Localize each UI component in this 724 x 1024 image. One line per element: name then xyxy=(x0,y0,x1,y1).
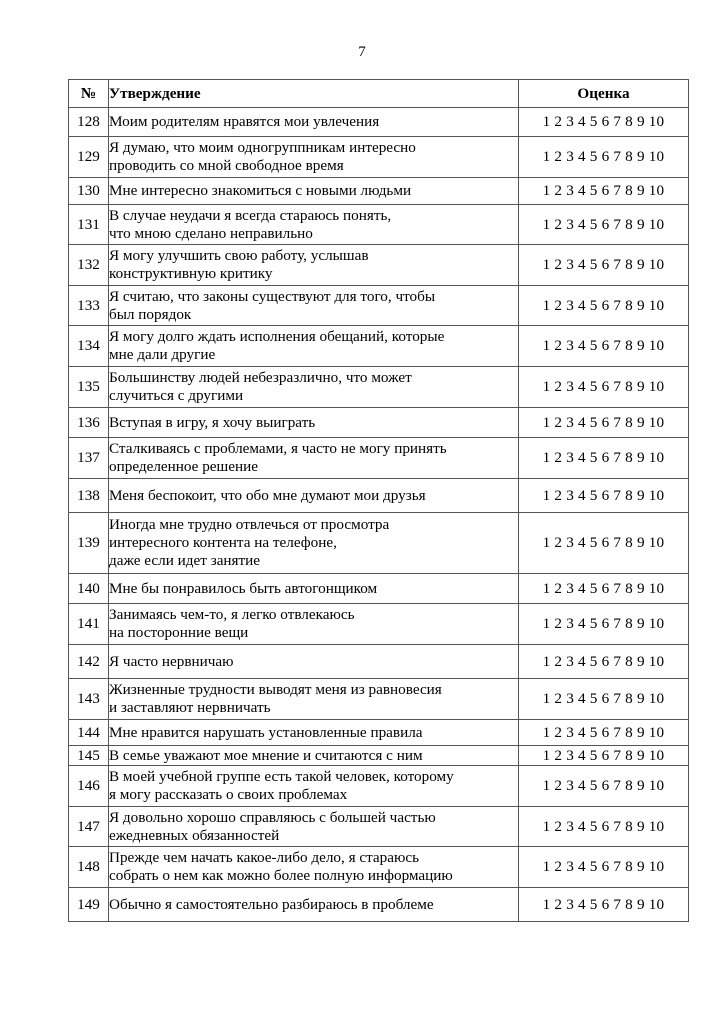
statement-line: Я довольно хорошо справляюсь с большей частью xyxy=(109,808,436,826)
table-row xyxy=(69,513,689,574)
row-score-scale: 1 2 3 4 5 6 7 8 9 10 xyxy=(519,679,689,720)
row-statement xyxy=(109,645,519,679)
table-row xyxy=(69,326,689,367)
statement-line: собрать о нем как можно более полную информацию xyxy=(109,867,453,884)
row-number: 144 xyxy=(69,720,109,746)
row-statement xyxy=(109,513,519,574)
statement-line: определенное решение xyxy=(109,458,258,475)
header-statement: Утверждение xyxy=(109,80,519,108)
row-score-scale: 1 2 3 4 5 6 7 8 9 10 xyxy=(519,367,689,408)
statement-line: Я могу долго ждать исполнения обещаний, которые xyxy=(109,328,445,345)
table-row xyxy=(69,408,689,438)
row-score-scale: 1 2 3 4 5 6 7 8 9 10 xyxy=(519,513,689,574)
row-statement xyxy=(109,108,519,137)
row-score-scale: 1 2 3 4 5 6 7 8 9 10 xyxy=(519,286,689,326)
row-number: 133 xyxy=(69,286,109,326)
row-score-scale: 1 2 3 4 5 6 7 8 9 10 xyxy=(519,807,689,847)
statement-line: мне дали другие xyxy=(109,346,216,363)
row-statement xyxy=(109,286,519,326)
row-number: 132 xyxy=(69,245,109,286)
table-row xyxy=(69,137,689,178)
table-row xyxy=(69,286,689,326)
row-statement xyxy=(109,367,519,408)
row-score-scale: 1 2 3 4 5 6 7 8 9 10 xyxy=(519,746,689,766)
statement-line: В семье уважают мое мнение и считаются с ним xyxy=(109,746,423,764)
statement-line: Прежде чем начать какое-либо дело, я стараюсь xyxy=(109,849,420,866)
table-row xyxy=(69,888,689,922)
statement-line: был порядок xyxy=(109,305,192,323)
row-score-scale: 1 2 3 4 5 6 7 8 9 10 xyxy=(519,326,689,367)
statement-line: Я могу улучшить свою работу, услышав xyxy=(109,247,369,264)
row-statement xyxy=(109,807,519,847)
statement-line: интересного контента на телефоне, xyxy=(109,534,337,551)
row-statement xyxy=(109,746,519,766)
statement-line: Моим родителям нравятся мои увлечения xyxy=(109,113,380,130)
table-row xyxy=(69,679,689,720)
statement-line: Мне бы понравилось быть автогонщиком xyxy=(109,579,378,597)
table-row xyxy=(69,766,689,807)
table-header-row xyxy=(69,80,689,108)
table-row xyxy=(69,479,689,513)
statement-line: я могу рассказать о своих проблемах xyxy=(109,786,348,803)
table-row xyxy=(69,807,689,847)
row-score-scale: 1 2 3 4 5 6 7 8 9 10 xyxy=(519,766,689,807)
row-score-scale: 1 2 3 4 5 6 7 8 9 10 xyxy=(519,604,689,645)
table-row xyxy=(69,367,689,408)
table-row xyxy=(69,178,689,205)
table-row xyxy=(69,847,689,888)
statement-line: В моей учебной группе есть такой человек, которому xyxy=(109,768,454,785)
row-statement xyxy=(109,720,519,746)
statement-line: Я часто нервничаю xyxy=(109,652,234,670)
row-statement xyxy=(109,766,519,807)
statement-line: Иногда мне трудно отвлечься от просмотра xyxy=(109,516,390,533)
row-score-scale: 1 2 3 4 5 6 7 8 9 10 xyxy=(519,847,689,888)
row-number: 143 xyxy=(69,679,109,720)
table-row xyxy=(69,438,689,479)
row-number: 136 xyxy=(69,408,109,438)
statement-line: Занимаясь чем-то, я легко отвлекаюсь xyxy=(109,606,355,623)
row-number: 137 xyxy=(69,438,109,479)
row-statement xyxy=(109,679,519,720)
row-statement xyxy=(109,408,519,438)
statement-line: конструктивную критику xyxy=(109,265,273,282)
row-score-scale: 1 2 3 4 5 6 7 8 9 10 xyxy=(519,178,689,205)
table-row xyxy=(69,746,689,766)
row-score-scale: 1 2 3 4 5 6 7 8 9 10 xyxy=(519,888,689,922)
table-row xyxy=(69,245,689,286)
table-row xyxy=(69,645,689,679)
statement-line: случиться с другими xyxy=(109,387,244,404)
statement-line: даже если идет занятие xyxy=(109,552,261,569)
statement-line: Меня беспокоит, что обо мне думают мои друзья xyxy=(109,486,426,504)
table-row xyxy=(69,604,689,645)
statement-line: Я считаю, что законы существуют для того, чтобы xyxy=(109,287,436,305)
statement-line: Мне интересно знакомиться с новыми людьми xyxy=(109,182,412,199)
row-score-scale: 1 2 3 4 5 6 7 8 9 10 xyxy=(519,574,689,604)
statement-line: ежедневных обязанностей xyxy=(109,826,280,844)
statement-line: проводить со мной свободное время xyxy=(109,157,344,174)
row-score-scale: 1 2 3 4 5 6 7 8 9 10 xyxy=(519,720,689,746)
row-number: 128 xyxy=(69,108,109,137)
row-score-scale: 1 2 3 4 5 6 7 8 9 10 xyxy=(519,438,689,479)
row-number: 149 xyxy=(69,888,109,922)
statement-line: и заставляют нервничать xyxy=(109,699,271,716)
row-statement xyxy=(109,205,519,245)
table-row xyxy=(69,108,689,137)
row-score-scale: 1 2 3 4 5 6 7 8 9 10 xyxy=(519,645,689,679)
row-number: 140 xyxy=(69,574,109,604)
header-number: № xyxy=(69,80,109,108)
row-number: 135 xyxy=(69,367,109,408)
statement-line: Обычно я самостоятельно разбираюсь в проблеме xyxy=(109,895,434,913)
row-statement xyxy=(109,574,519,604)
row-number: 131 xyxy=(69,205,109,245)
row-number: 129 xyxy=(69,137,109,178)
row-number: 147 xyxy=(69,807,109,847)
row-number: 138 xyxy=(69,479,109,513)
table-row xyxy=(69,205,689,245)
row-statement xyxy=(109,326,519,367)
statement-line: Вступая в игру, я хочу выиграть xyxy=(109,413,316,431)
row-number: 145 xyxy=(69,746,109,766)
statement-line: Я думаю, что моим одногруппникам интересно xyxy=(109,139,416,156)
row-score-scale: 1 2 3 4 5 6 7 8 9 10 xyxy=(519,205,689,245)
page-number: 7 xyxy=(358,44,366,60)
statement-line: на посторонние вещи xyxy=(109,624,249,641)
survey-table xyxy=(68,79,689,922)
row-score-scale: 1 2 3 4 5 6 7 8 9 10 xyxy=(519,245,689,286)
row-score-scale: 1 2 3 4 5 6 7 8 9 10 xyxy=(519,408,689,438)
statement-line: Жизненные трудности выводят меня из равновесия xyxy=(109,681,442,698)
row-statement xyxy=(109,479,519,513)
row-statement xyxy=(109,888,519,922)
row-statement xyxy=(109,438,519,479)
statement-line: Большинству людей небезразлично, что может xyxy=(109,369,412,386)
table-row xyxy=(69,574,689,604)
row-statement xyxy=(109,178,519,205)
row-statement xyxy=(109,604,519,645)
row-statement xyxy=(109,847,519,888)
header-score: Оценка xyxy=(519,80,689,108)
statement-line: В случае неудачи я всегда стараюсь понять, xyxy=(109,206,392,224)
row-score-scale: 1 2 3 4 5 6 7 8 9 10 xyxy=(519,479,689,513)
row-number: 146 xyxy=(69,766,109,807)
row-number: 130 xyxy=(69,178,109,205)
statement-line: Мне нравится нарушать установленные правила xyxy=(109,723,423,741)
row-number: 148 xyxy=(69,847,109,888)
statement-line: что мною сделано неправильно xyxy=(109,224,313,242)
row-number: 141 xyxy=(69,604,109,645)
row-statement xyxy=(109,245,519,286)
statement-line: Сталкиваясь с проблемами, я часто не могу принять xyxy=(109,440,447,457)
row-statement xyxy=(109,137,519,178)
row-number: 139 xyxy=(69,513,109,574)
row-score-scale: 1 2 3 4 5 6 7 8 9 10 xyxy=(519,108,689,137)
table-row xyxy=(69,720,689,746)
row-score-scale: 1 2 3 4 5 6 7 8 9 10 xyxy=(519,137,689,178)
row-number: 142 xyxy=(69,645,109,679)
row-number: 134 xyxy=(69,326,109,367)
